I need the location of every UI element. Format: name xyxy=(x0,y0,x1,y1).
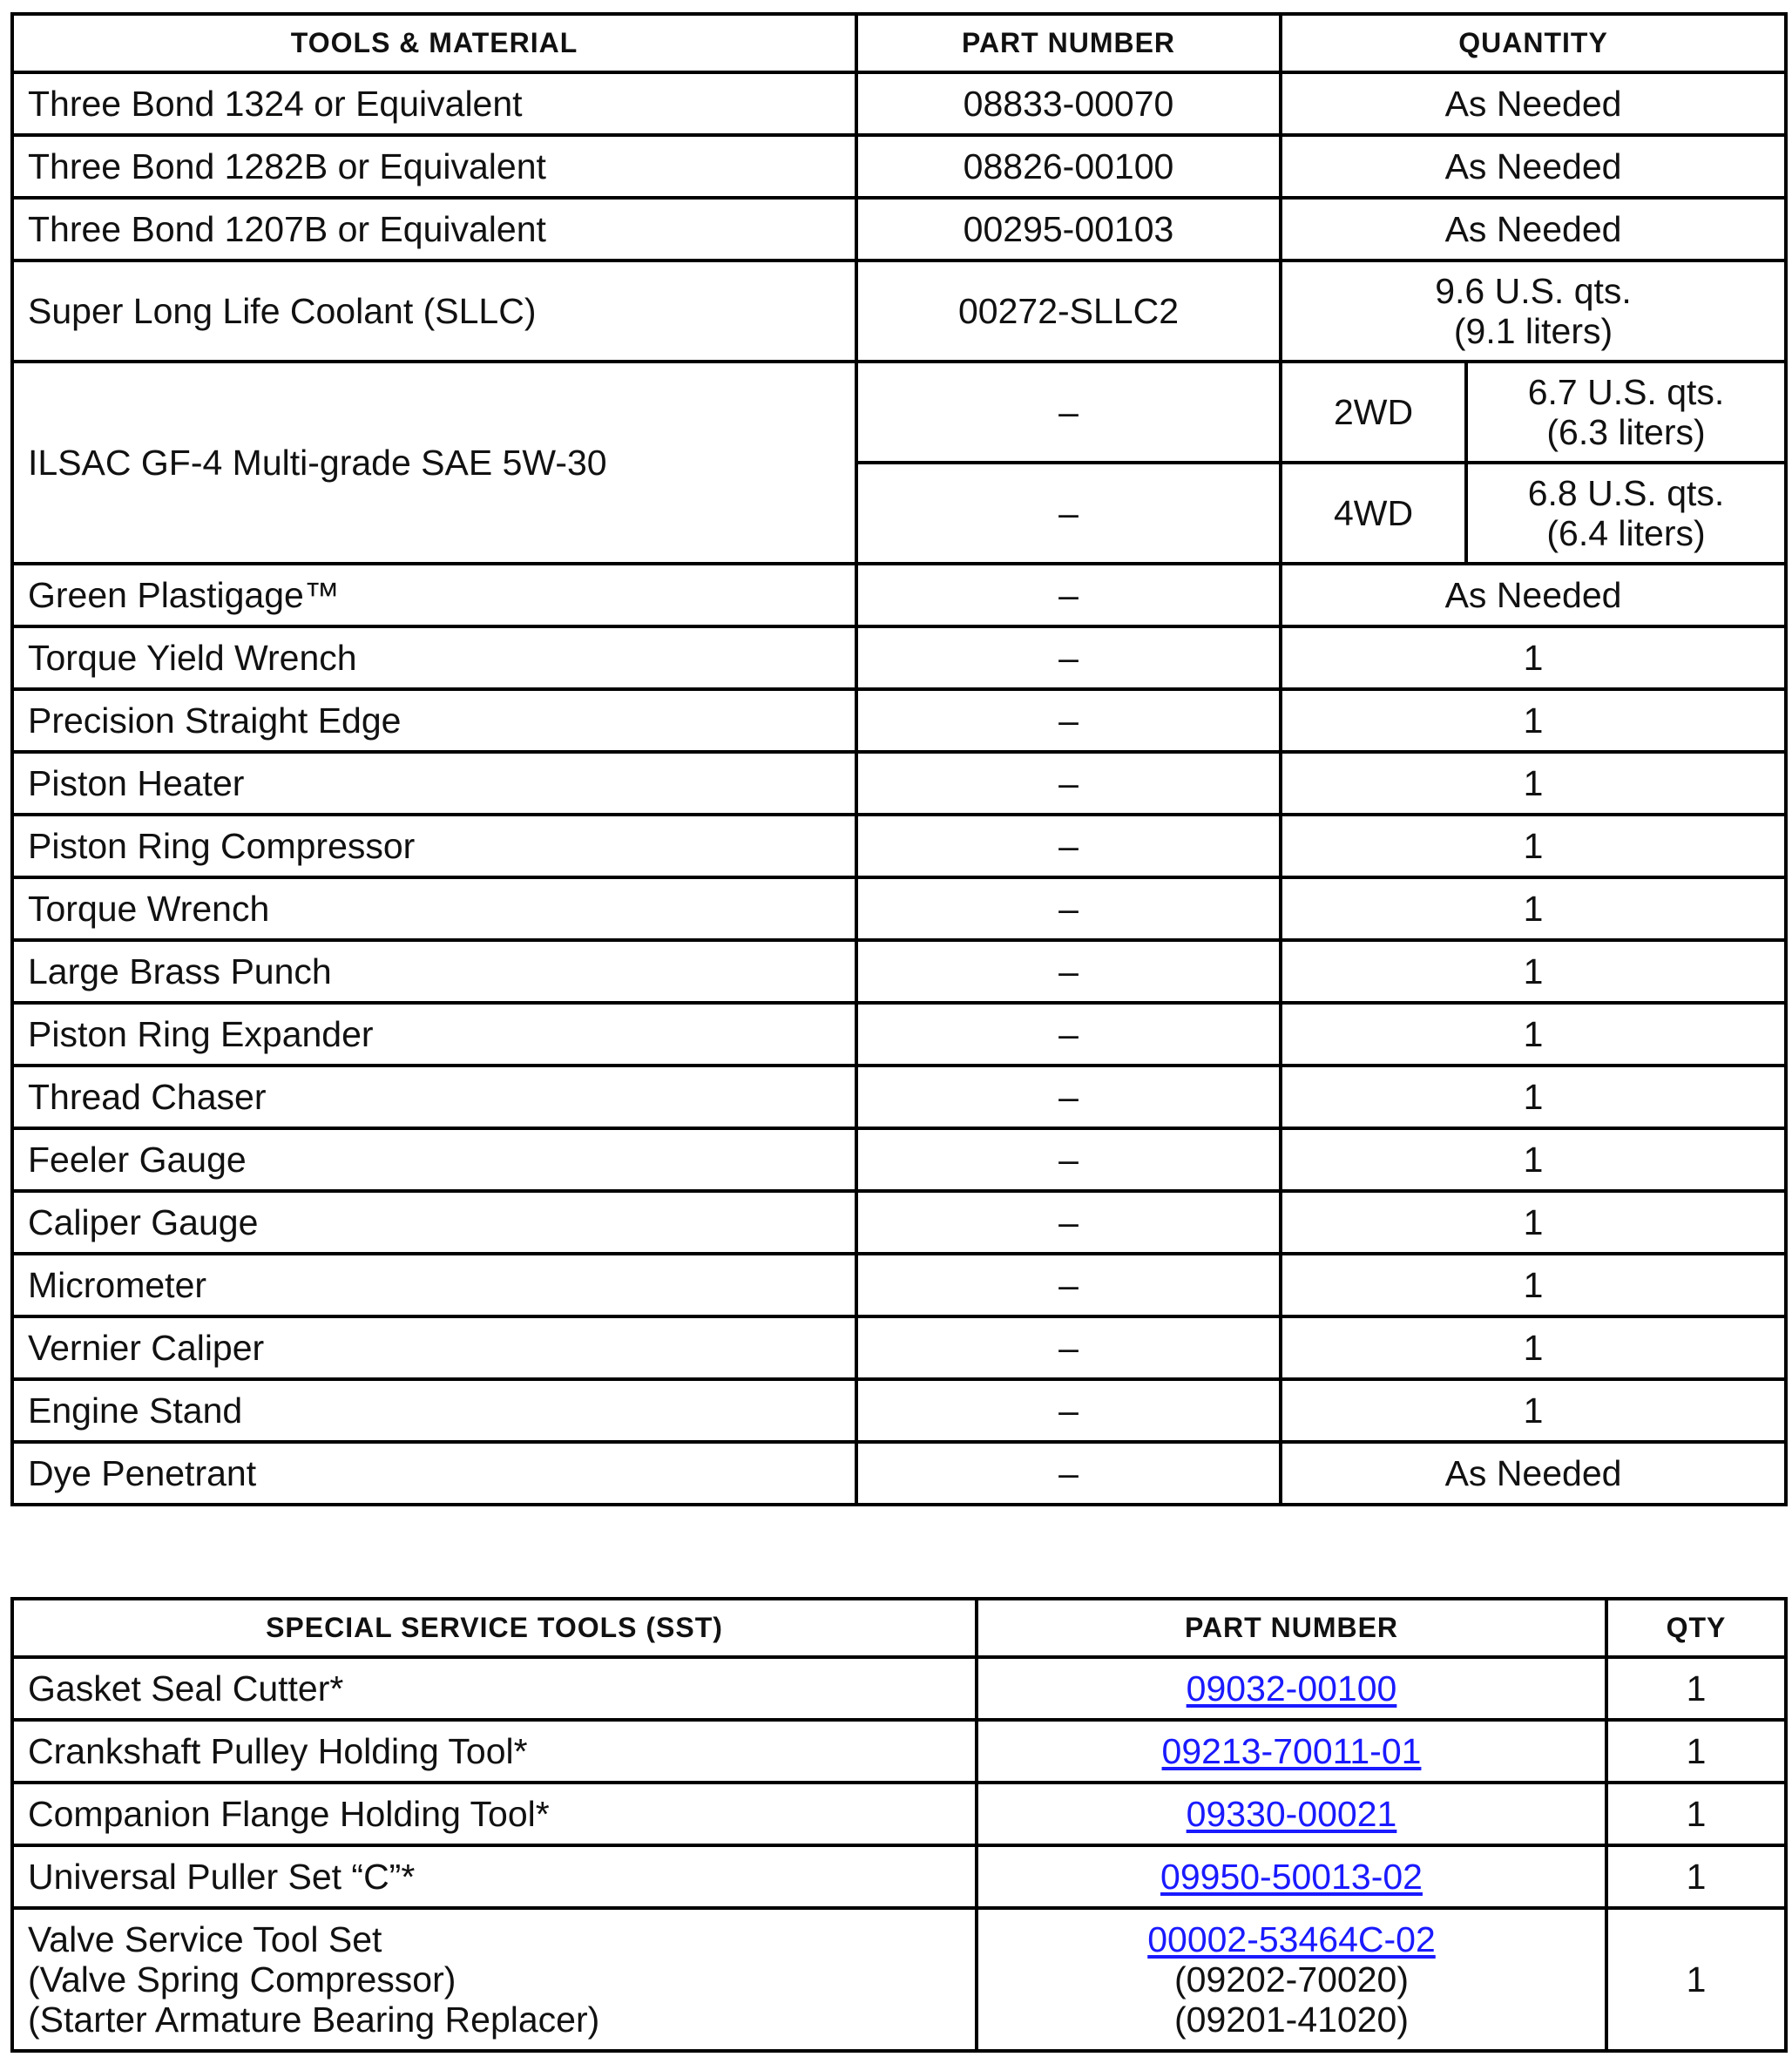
part-number-link[interactable]: 09213-70011-01 xyxy=(1161,1731,1422,1771)
table-row xyxy=(12,1783,1786,1845)
item-name: Large Brass Punch xyxy=(12,940,856,1003)
table-row xyxy=(12,72,1786,135)
table-row xyxy=(12,1657,1786,1720)
item-name-line: (Starter Armature Bearing Replacer) xyxy=(28,1999,600,2040)
item-name-line: Valve Service Tool Set xyxy=(28,1919,382,1959)
quantity: As Needed xyxy=(1281,1442,1786,1505)
item-name: Crankshaft Pulley Holding Tool* xyxy=(12,1720,977,1783)
drive-type: 2WD xyxy=(1281,362,1466,463)
part-number: – xyxy=(856,1379,1281,1442)
tools-material-table xyxy=(10,12,1788,1506)
table-row xyxy=(12,1128,1786,1191)
item-name-line: (Valve Spring Compressor) xyxy=(28,1959,456,1999)
item-name: Thread Chaser xyxy=(12,1066,856,1128)
part-number: – xyxy=(856,463,1281,564)
part-number xyxy=(977,1657,1606,1720)
quantity: 1 xyxy=(1606,1720,1786,1783)
sst-table-body xyxy=(12,1657,1786,2051)
table-row xyxy=(12,198,1786,261)
quantity xyxy=(1466,463,1786,564)
part-number xyxy=(977,1908,1606,2051)
header-row xyxy=(12,14,1786,72)
part-number: 00295-00103 xyxy=(856,198,1281,261)
part-number-link[interactable]: 09330-00021 xyxy=(1186,1794,1397,1834)
quantity: 1 xyxy=(1281,1066,1786,1128)
item-name: Piston Heater xyxy=(12,752,856,815)
header-part-number: PART NUMBER xyxy=(977,1599,1606,1657)
quantity: 1 xyxy=(1281,940,1786,1003)
item-name: ILSAC GF-4 Multi-grade SAE 5W-30 xyxy=(12,362,856,564)
quantity: 1 xyxy=(1281,1003,1786,1066)
quantity-line: (9.1 liters) xyxy=(1453,311,1613,351)
item-name: Companion Flange Holding Tool* xyxy=(12,1783,977,1845)
quantity: 1 xyxy=(1606,1845,1786,1908)
item-name: Piston Ring Expander xyxy=(12,1003,856,1066)
table-row xyxy=(12,877,1786,940)
part-number: – xyxy=(856,752,1281,815)
item-name: Torque Wrench xyxy=(12,877,856,940)
item-name: Engine Stand xyxy=(12,1379,856,1442)
part-number: – xyxy=(856,1442,1281,1505)
quantity: 1 xyxy=(1281,1128,1786,1191)
table-row xyxy=(12,135,1786,198)
header-special-service-tools: SPECIAL SERVICE TOOLS (SST) xyxy=(12,1599,977,1657)
quantity: 1 xyxy=(1281,626,1786,689)
quantity-line: 6.8 U.S. qts. xyxy=(1527,473,1725,513)
item-name: Three Bond 1207B or Equivalent xyxy=(12,198,856,261)
part-number-link[interactable]: 09032-00100 xyxy=(1186,1668,1397,1709)
quantity xyxy=(1281,261,1786,362)
item-name: Dye Penetrant xyxy=(12,1442,856,1505)
item-name: Green Plastigage™ xyxy=(12,564,856,626)
table-row xyxy=(12,626,1786,689)
quantity-line: (6.3 liters) xyxy=(1546,412,1706,452)
sub-part-number: (09202-70020) xyxy=(1174,1959,1409,1999)
table-row xyxy=(12,1316,1786,1379)
tools-table-body xyxy=(12,72,1786,1505)
table-row xyxy=(12,362,1786,463)
item-name: Vernier Caliper xyxy=(12,1316,856,1379)
table-row xyxy=(12,1379,1786,1442)
part-number: – xyxy=(856,626,1281,689)
quantity: 1 xyxy=(1281,1379,1786,1442)
table-row xyxy=(12,564,1786,626)
quantity: 1 xyxy=(1281,877,1786,940)
item-name: Torque Yield Wrench xyxy=(12,626,856,689)
item-name xyxy=(12,1908,977,2051)
quantity: As Needed xyxy=(1281,135,1786,198)
part-number: – xyxy=(856,1066,1281,1128)
table-row xyxy=(12,1720,1786,1783)
part-number: 08826-00100 xyxy=(856,135,1281,198)
table-row xyxy=(12,1191,1786,1254)
item-name: Gasket Seal Cutter* xyxy=(12,1657,977,1720)
part-number: – xyxy=(856,1003,1281,1066)
quantity: 1 xyxy=(1281,752,1786,815)
quantity: 1 xyxy=(1606,1908,1786,2051)
part-number: – xyxy=(856,1191,1281,1254)
quantity: As Needed xyxy=(1281,72,1786,135)
table-row xyxy=(12,1254,1786,1316)
part-number: – xyxy=(856,689,1281,752)
sub-part-number: (09201-41020) xyxy=(1174,1999,1409,2040)
header-row xyxy=(12,1599,1786,1657)
part-number: – xyxy=(856,1254,1281,1316)
table-row xyxy=(12,1003,1786,1066)
header-part-number: PART NUMBER xyxy=(856,14,1281,72)
table-row xyxy=(12,261,1786,362)
item-name: Piston Ring Compressor xyxy=(12,815,856,877)
item-name: Caliper Gauge xyxy=(12,1191,856,1254)
part-number: 08833-00070 xyxy=(856,72,1281,135)
quantity xyxy=(1466,362,1786,463)
quantity: 1 xyxy=(1281,1191,1786,1254)
part-number: – xyxy=(856,940,1281,1003)
table-row xyxy=(12,1845,1786,1908)
part-number-link[interactable]: 00002-53464C-02 xyxy=(1147,1919,1436,1959)
part-number: – xyxy=(856,564,1281,626)
special-service-tools-table xyxy=(10,1597,1788,2053)
item-name: Super Long Life Coolant (SLLC) xyxy=(12,261,856,362)
item-name: Precision Straight Edge xyxy=(12,689,856,752)
quantity: 1 xyxy=(1606,1657,1786,1720)
part-number: – xyxy=(856,815,1281,877)
part-number: – xyxy=(856,1128,1281,1191)
table-row xyxy=(12,1442,1786,1505)
table-row xyxy=(12,815,1786,877)
header-tools-material: TOOLS & MATERIAL xyxy=(12,14,856,72)
part-number: – xyxy=(856,1316,1281,1379)
quantity-line: 6.7 U.S. qts. xyxy=(1527,372,1725,412)
drive-type: 4WD xyxy=(1281,463,1466,564)
item-name: Three Bond 1324 or Equivalent xyxy=(12,72,856,135)
quantity: 1 xyxy=(1281,815,1786,877)
part-number xyxy=(977,1720,1606,1783)
item-name: Three Bond 1282B or Equivalent xyxy=(12,135,856,198)
item-name: Feeler Gauge xyxy=(12,1128,856,1191)
quantity: As Needed xyxy=(1281,198,1786,261)
table-row xyxy=(12,689,1786,752)
part-number: – xyxy=(856,362,1281,463)
quantity: 1 xyxy=(1281,1254,1786,1316)
table-row xyxy=(12,940,1786,1003)
part-number xyxy=(977,1783,1606,1845)
quantity-line: (6.4 liters) xyxy=(1546,513,1706,553)
table-row xyxy=(12,752,1786,815)
part-number: – xyxy=(856,877,1281,940)
header-qty: QTY xyxy=(1606,1599,1786,1657)
part-number xyxy=(977,1845,1606,1908)
part-number-link[interactable]: 09950-50013-02 xyxy=(1160,1857,1423,1897)
part-number: 00272-SLLC2 xyxy=(856,261,1281,362)
quantity: 1 xyxy=(1281,689,1786,752)
header-quantity: QUANTITY xyxy=(1281,14,1786,72)
item-name: Micrometer xyxy=(12,1254,856,1316)
table-row xyxy=(12,1908,1786,2051)
item-name: Universal Puller Set “C”* xyxy=(12,1845,977,1908)
table-row xyxy=(12,1066,1786,1128)
quantity: As Needed xyxy=(1281,564,1786,626)
quantity: 1 xyxy=(1281,1316,1786,1379)
quantity-line: 9.6 U.S. qts. xyxy=(1435,271,1632,311)
quantity: 1 xyxy=(1606,1783,1786,1845)
